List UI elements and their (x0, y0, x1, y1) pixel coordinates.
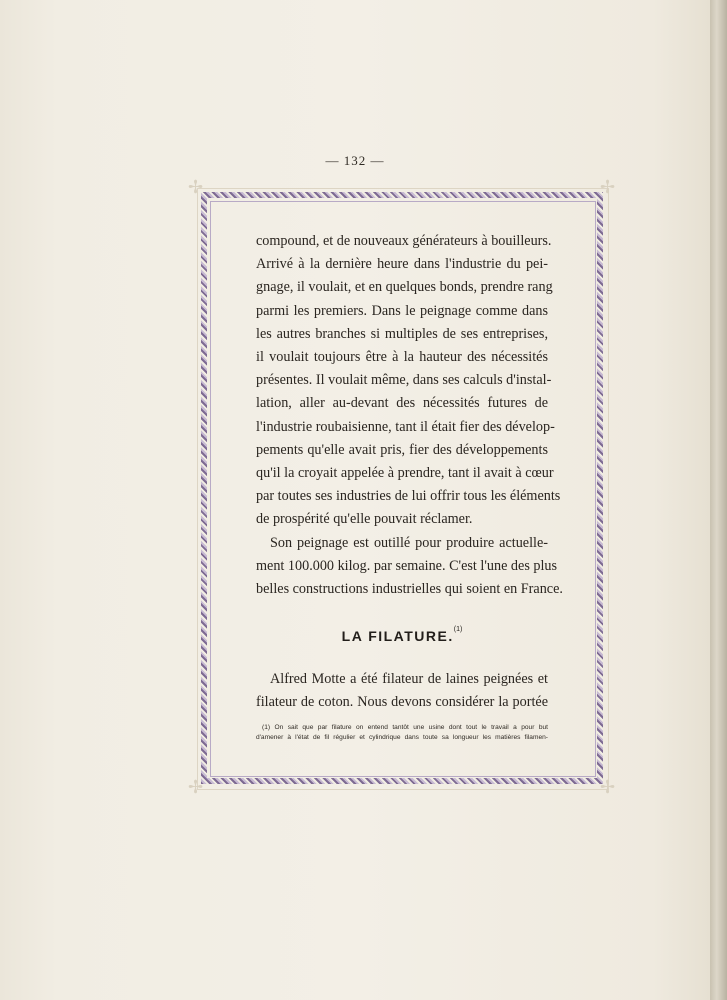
corner-ornament-bottom-right: ✢ (600, 777, 616, 797)
text-line: l'industrie roubaisienne, tant il était fier des dévelop- (256, 418, 555, 435)
footnote-marker: (1) (453, 626, 463, 633)
paragraph-3 (256, 668, 548, 714)
text-line: filateur de coton. Nous devons considérer la portée (256, 694, 548, 711)
text-line: lation, aller au-devant des nécessités futures de (256, 395, 548, 412)
paragraph-1 (256, 230, 561, 532)
text-line: parmi les premiers. Dans le peignage comme dans (256, 302, 548, 319)
text-line: Alfred Motte a été filateur de laines peignées et (270, 671, 548, 687)
section-heading (256, 628, 548, 644)
footnote-line: d'amener à l'état de fil régulier et cylindrique dans toute sa longueur les matières filamen- (256, 734, 548, 741)
paragraph-2 (256, 532, 563, 602)
corner-ornament-bottom-left: ✢ (188, 777, 204, 797)
text-line: présentes. Il voulait même, dans ses calculs d'instal- (256, 372, 552, 389)
text-line: pements qu'elle avait pris, fier des développements (256, 441, 548, 458)
text-line: qu'il la croyait appelée à prendre, tant il avait à cœur (256, 465, 554, 482)
text-line: ment 100.000 kilog. par semaine. C'est l'une des plus (256, 557, 558, 574)
text-line: Son peignage est outillé pour produire actuelle- (270, 534, 548, 551)
text-line: il voulait toujours être à la hauteur des nécessités (256, 349, 548, 366)
text-line: par toutes ses industries de lui offrir tous les éléments (256, 488, 561, 505)
text-line: de prospérité qu'elle pouvait réclamer. (256, 511, 473, 528)
section-heading-text: LA FILATURE. (341, 628, 454, 644)
text-line: gnage, il voulait, et en quelques bonds, prendre rang (256, 279, 553, 296)
text-line: les autres branches si multiples de ses entreprises, (256, 325, 548, 342)
footnote-line: (1) On sait que par filature on entend tantôt une usine dont tout le travail a pour but (262, 724, 548, 731)
corner-ornament-top-right: ✢ (600, 177, 616, 197)
page-edge (710, 0, 727, 1000)
corner-ornament-top-left: ✢ (188, 177, 204, 197)
text-line: compound, et de nouveaux générateurs à bouilleurs. (256, 233, 552, 249)
text-line: Arrivé à la dernière heure dans l'industrie du pei- (256, 256, 548, 273)
footnote (256, 723, 548, 743)
text-line: belles constructions industrielles qui soient en France. (256, 581, 563, 598)
main-text (256, 230, 563, 601)
page-number: — 132 — (325, 153, 385, 168)
